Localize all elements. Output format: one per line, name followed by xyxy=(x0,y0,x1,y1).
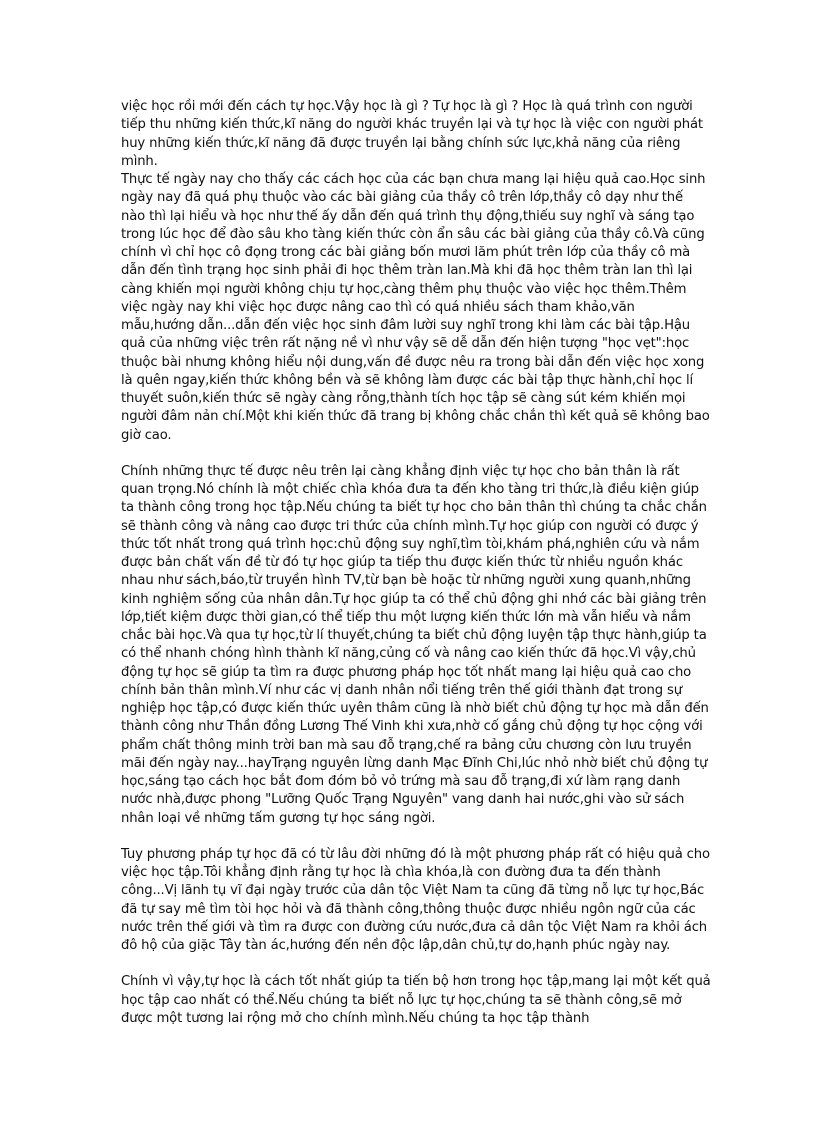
paragraph-importance: Chính những thực tế được nêu trên lại càng khẳng định việc tự học cho bản thân là rất quan trọng.Nó chính là một chiếc chìa khóa đưa ta đến kho tàng tri thức,là điều kiện giúp ta thành công trong học tập.Nếu chúng ta biết tự học cho bản thân thì chúng ta chắc chắn sẽ thành công và nâng cao được tri thức của chính mình.Tự học giúp con người có được ý thức tốt nhất trong quá trình học:chủ động suy nghĩ,tìm tòi,khám phá,nghiên cứu và nắm được bản chất vấn đề từ đó tự học giúp ta tiếp thu được kiến thức từ nhiều nguồn khác nhau như sách,báo,từ truyền hình TV,từ bạn bè hoặc từ những người xung quanh,những kinh nghiệm sống của nhân dân.Tự học giúp ta có thể chủ động ghi nhớ các bài giảng trên lớp,tiết kiệm được thời gian,có thể tiếp thu một lượng kiến thức lớn mà vẫn hiểu và nắm chắc bài học.Và qua tự học,từ lí thuyết,chúng ta biết chủ động luyện tập thực hành,giúp ta có thể nhanh chóng hình thành kĩ năng,củng cố và nâng cao kiến thức đã học.Vì vậy,chủ động tự học sẽ giúp ta tìm ra được phương pháp học tốt nhất mang lại hiệu quả cao cho chính bản thân mình.Ví như các vị danh nhân nổi tiếng trên thế giới thành đạt trong sự nghiệp học tập,có được kiến thức uyên thâm cũng là nhờ biết chủ động tự học mà dẫn đến thành công như Thần đồng Lương Thế Vinh khi xưa,nhờ cố gắng chủ động tự học cộng với phẩm chất thông minh trời ban mà sau đỗ trạng,chế ra bảng cửu chương còn lưu truyền mãi đến ngày nay...hayTrạng nguyên lừng danh Mạc Đĩnh Chi,lúc nhỏ nhờ biết chủ động tự học,sáng tạo cách học bắt đom đóm bỏ vỏ trứng mà sau đỗ trạng,đi xứ làm rạng danh nước nhà,được phong "Lưỡng Quốc Trạng Nguyên" vang danh hai nước,ghi vào sử sách nhân loại về những tấm gương tự học sáng ngời. xyxy=(121,463,709,826)
paragraph-spacer xyxy=(121,445,711,463)
paragraph-spacer xyxy=(121,828,711,846)
paragraph-conclusion: Chính vì vậy,tự học là cách tốt nhất giúp ta tiến bộ hơn trong học tập,mang lại một kết quả học tập cao nhất có thể.Nếu chúng ta biết nỗ lực tự học,chúng ta sẽ thành công,sẽ mở được một tương lai rộng mở cho chính mình.Nếu chúng ta học tập thành xyxy=(121,974,711,1026)
document-page xyxy=(121,98,711,1028)
paragraph-reality: Thực tế ngày nay cho thấy các cách học của các bạn chưa mang lại hiệu quả cao.Học sinh ngày nay đã quá phụ thuộc vào các bài giảng của thầy cô trên lớp,thầy cô dạy như thế nào thì lại hiểu và học như thế ấy dẫn đến quá trình thụ động,thiếu suy nghĩ và sáng tạo trong lúc học để đào sâu kho tàng kiến thức còn ẩn sâu các bài giảng của thầy cô.Và cũng chính vì chỉ học cô đọng trong các bài giảng bốn mươi lăm phút trên lớp của thầy cô mà dẫn đến tình trạng học sinh phải đi học thêm tràn lan.Mà khi đã học thêm tràn lan thì lại càng khiến mọi người không chịu tự học,càng thêm phụ thuộc vào việc học thêm.Thêm việc ngày nay khi việc học được nâng cao thì có quá nhiều sách tham khảo,văn mẫu,hướng dẫn...dẫn đến việc học sinh đâm lười suy nghĩ trong khi làm các bài tập.Hậu quả của những việc trên rất nặng nề vì như vậy sẽ dễ dẫn đến hiện tượng "học vẹt":học thuộc bài nhưng không hiểu nội dung,vấn đề được nêu ra trong bài dẫn đến việc học xong là quên ngay,kiến thức không bền và sẽ không làm được các bài tập thực hành,chỉ học lí thuyết suôn,kiến thức sẽ ngày càng rỗng,thành tích học tập sẽ càng sút kém khiến mọi người đâm nản chí.Một khi kiến thức đã trang bị không chắc chắn thì kết quả sẽ không bao giờ cao. xyxy=(121,172,710,443)
paragraph-spacer xyxy=(121,955,711,973)
paragraph-example: Tuy phương pháp tự học đã có từ lâu đời những đó là một phương pháp rất có hiệu quả cho việc học tập.Tôi khẳng định rằng tự học là chìa khóa,là con đường đưa ta đến thành công...Vị lãnh tụ vĩ đại ngày trước của dân tộc Việt Nam ta cũng đã từng nỗ lực tự học,Bác đã tự say mê tìm tòi học hỏi và đã thành công,thông thuộc được nhiều ngôn ngữ của các nước trên thế giới và tìm ra được con đường cứu nước,đưa cả dân tộc Việt Nam ra khỏi ách đô hộ của giặc Tây tàn ác,hướng đến nền độc lập,dân chủ,tự do,hạnh phúc ngày nay. xyxy=(121,846,710,953)
paragraph-intro: việc học rồi mới đến cách tự học.Vậy học là gì ? Tự học là gì ? Học là quá trình con người tiếp thu những kiến thức,kĩ năng do người khác truyền lại và tự học là việc con người phát huy những kiến thức,kĩ năng đã được truyền lại bằng chính sức lực,khả năng của riêng mình. xyxy=(121,99,703,169)
